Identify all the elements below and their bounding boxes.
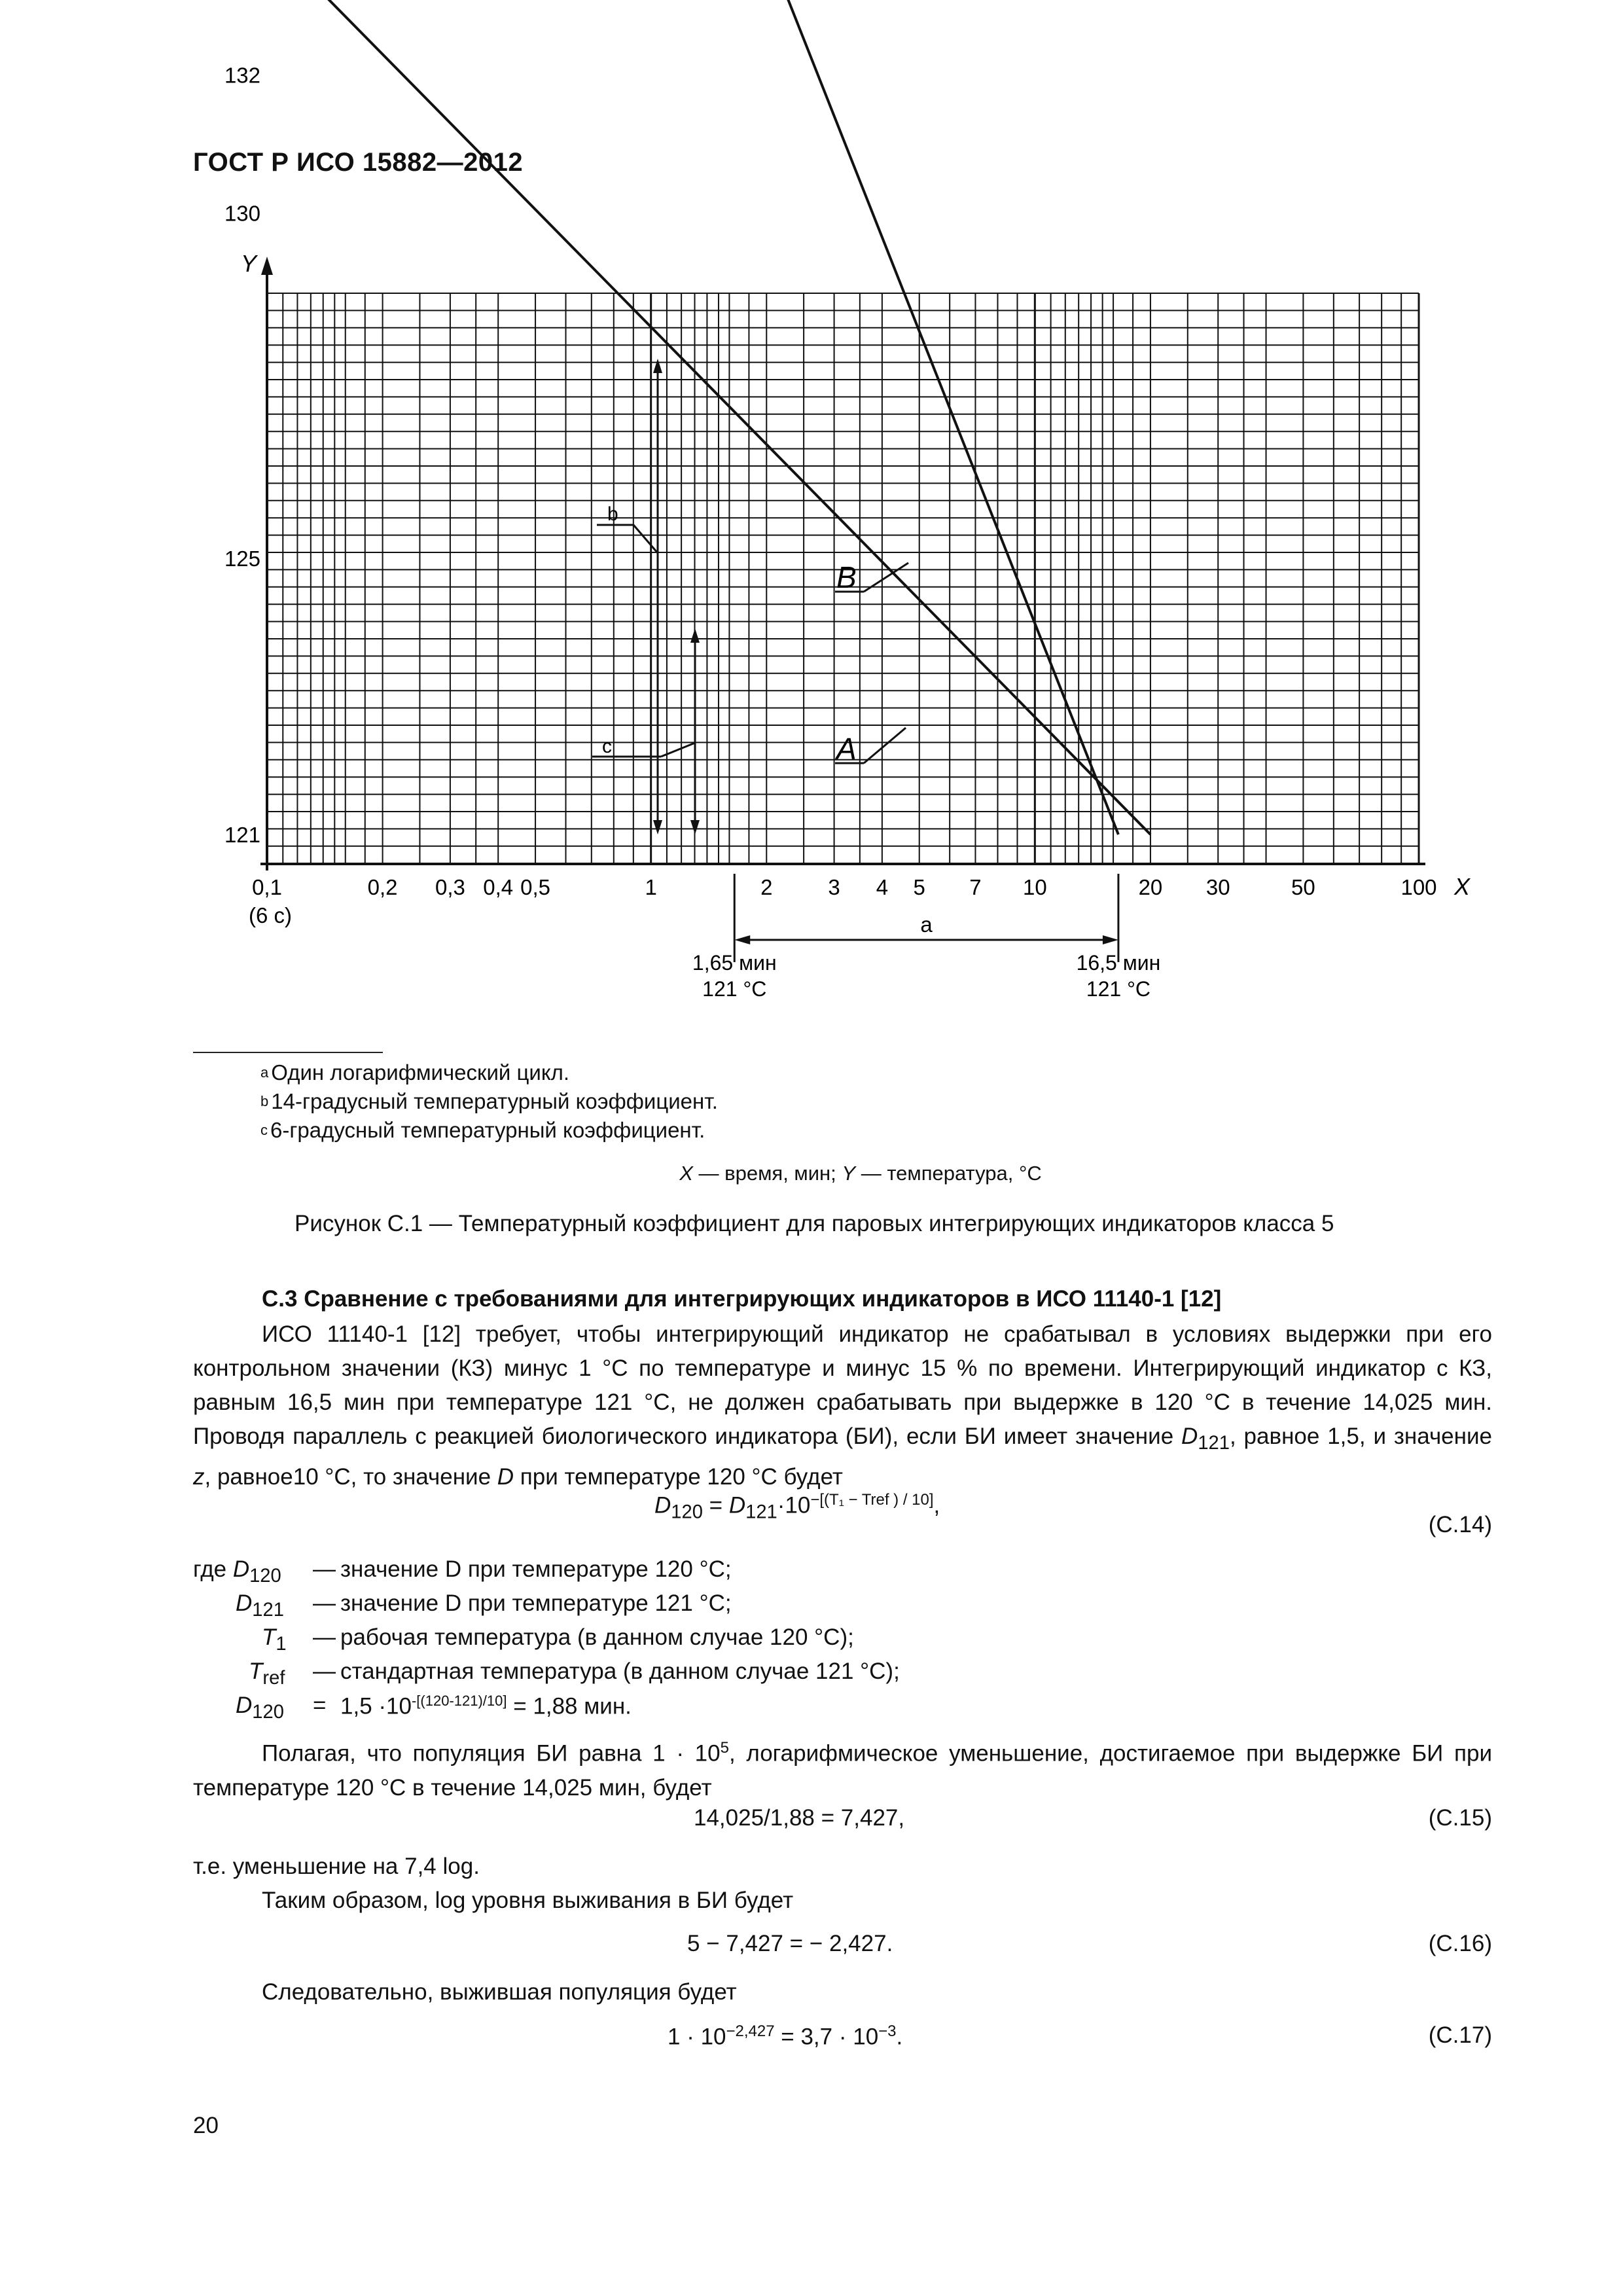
footnote-divider: [193, 1052, 383, 1053]
paragraph-3: т.е. уменьшение на 7,4 log.: [193, 1854, 480, 1879]
arrow-b-head-bottom: [653, 820, 662, 834]
x-tick-label: 0,4: [483, 875, 514, 899]
where-dash-3: —: [313, 1624, 336, 1650]
where-row-1: где $D_{120}$: [193, 1556, 281, 1587]
temperature-coefficient-chart: [0, 0, 1623, 1047]
right-mark-time: 16,5 мин: [1076, 951, 1161, 975]
right-mark-temp: 121 °C: [1086, 977, 1151, 1001]
where-dash-4: —: [313, 1659, 336, 1684]
x-tick-label: 0,5: [520, 875, 550, 899]
where-row-5: $D_{120}$: [236, 1693, 284, 1723]
x-axis-label: X: [1454, 873, 1471, 900]
x-tick-label: 50: [1291, 875, 1315, 899]
footnote-a: $^a$ Один логарифмический цикл.: [260, 1060, 570, 1085]
x-tick-label: 2: [760, 875, 773, 899]
x-tick-label: 3: [828, 875, 840, 899]
label-c-leader: [661, 743, 695, 757]
y-tick-label: 121: [224, 823, 260, 847]
paragraph-2: Полагая, что популяция БИ равна $1 \cdot 10^5$, логарифмическое уменьшение, достигаемое при выдержке БИ при температуре 120 °C в течение 14,025 мин, будет: [193, 1739, 1493, 1801]
x-tick-label: 20: [1138, 875, 1163, 899]
label-b: b: [607, 503, 618, 525]
x-tick-label: 0,3: [435, 875, 465, 899]
equation-c16: 5 − 7,427 = − 2,427.: [687, 1931, 893, 1956]
x-tick-label: 10: [1022, 875, 1047, 899]
where-dash-2: —: [313, 1590, 336, 1616]
x-tick-label: 30: [1205, 875, 1230, 899]
equation-number-c15: (С.15): [1428, 1805, 1492, 1831]
where-eq-5: =: [313, 1693, 327, 1718]
dimension-label-a: a: [920, 912, 933, 937]
arrow-c-head-bottom: [690, 820, 700, 834]
series-line-B: [681, 0, 1118, 834]
arrow-c-head-top: [690, 628, 700, 643]
y-tick-label: 132: [224, 63, 260, 88]
left-mark-time: 1,65 мин: [692, 951, 777, 975]
where-row-4: $T_{ref}$: [249, 1659, 285, 1689]
chart-annotations: [592, 359, 1160, 1001]
paragraph-5: Следовательно, выжившая популяция будет: [262, 1979, 737, 2005]
equation-number-c14: (С.14): [1428, 1512, 1492, 1537]
arrow-b-head-top: [653, 359, 662, 373]
dimension-arrow-left: [734, 935, 750, 944]
equation-c14: $D_{120} = D_{121}\cdot 10^{-[(T_1 - Tref ) / 10]}$,: [654, 1491, 940, 1523]
x-tick-label: 4: [876, 875, 889, 899]
where-row-2: $D_{121}$: [236, 1590, 284, 1621]
equation-number-c17: (С.17): [1428, 2022, 1492, 2048]
label-b-leader: [633, 525, 658, 553]
x-tick-label: 0,2: [367, 875, 398, 899]
footnote-c: $^c$ 6-градусный температурный коэффициент.: [260, 1118, 705, 1142]
where-row-3: $T_1$: [262, 1624, 287, 1655]
x-tick-label: 100: [1400, 875, 1437, 899]
paragraph-1: ИСО 11140-1 [12] требует, чтобы интегрирующий индикатор не срабатывал в условиях выдержки при его контрольном значении (КЗ) минус 1 °C по температуре и минус 15 % по времени. Интегрирующий индикатор с КЗ, равным 16,5 мин при температуре 121 °C, не должен срабатывать при выдержке в 120 °C в течение 14,025 мин. Проводя параллель с реакцией биологического индикатора (БИ), если БИ имеет значение $D_{121}$, равное 1,5, и значение z, равное10 °C, то значение D при температуре 120 °C будет: [193, 1321, 1492, 1490]
left-mark-temp: 121 °C: [702, 977, 767, 1001]
axis-legend: X — время, мин; Y — температура, °C: [679, 1162, 1042, 1185]
where-text-2: значение D при температуре 121 °C;: [340, 1590, 732, 1616]
page-number: 20: [193, 2113, 219, 2138]
series-label-B: B: [836, 560, 857, 594]
x-tick-label: 7: [969, 875, 982, 899]
figure-caption: Рисунок С.1 — Температурный коэффициент для паровых интегрирующих индикаторов класса 5: [294, 1211, 1334, 1236]
equation-number-c16: (С.16): [1428, 1931, 1492, 1956]
document-header: ГОСТ Р ИСО 15882—2012: [193, 148, 524, 177]
chart-ticks: [224, 0, 1437, 927]
y-axis-label: Y: [241, 250, 257, 277]
where-dash-1: —: [313, 1556, 336, 1582]
x-tick-label: 0,1: [252, 875, 282, 899]
series-label-A: A: [836, 732, 857, 766]
equation-c17: $1 \cdot 10^{-2,427} = 3,7 \cdot 10^{-3}$.: [668, 2022, 903, 2050]
y-tick-label: 125: [224, 547, 260, 571]
footnote-b: $^b$ 14-градусный температурный коэффициент.: [260, 1089, 718, 1113]
x-tick-sublabel: (6 с): [249, 903, 292, 927]
where-text-5: $1,5 \cdot 10^{-[(120-121)/10]} = 1,88$ мин.: [340, 1693, 632, 1719]
equation-c15: 14,025/1,88 = 7,427,: [694, 1805, 905, 1831]
dimension-arrow-right: [1103, 935, 1118, 944]
where-text-1: значение D при температуре 120 °C;: [340, 1556, 732, 1582]
paragraph-4: Таким образом, log уровня выживания в БИ будет: [262, 1888, 794, 1913]
y-tick-label: 130: [224, 201, 260, 226]
x-tick-label: 1: [645, 875, 657, 899]
section-heading: С.3 Сравнение с требованиями для интегрирующих индикаторов в ИСО 11140-1 [12]: [262, 1286, 1222, 1312]
label-c: c: [602, 736, 612, 757]
x-tick-label: 5: [913, 875, 925, 899]
series-label-leader: [864, 728, 906, 763]
where-text-3: рабочая температура (в данном случае 120 °C);: [340, 1624, 854, 1650]
y-axis-arrow: [261, 257, 273, 275]
where-text-4: стандартная температура (в данном случае 121 °C);: [340, 1659, 900, 1684]
